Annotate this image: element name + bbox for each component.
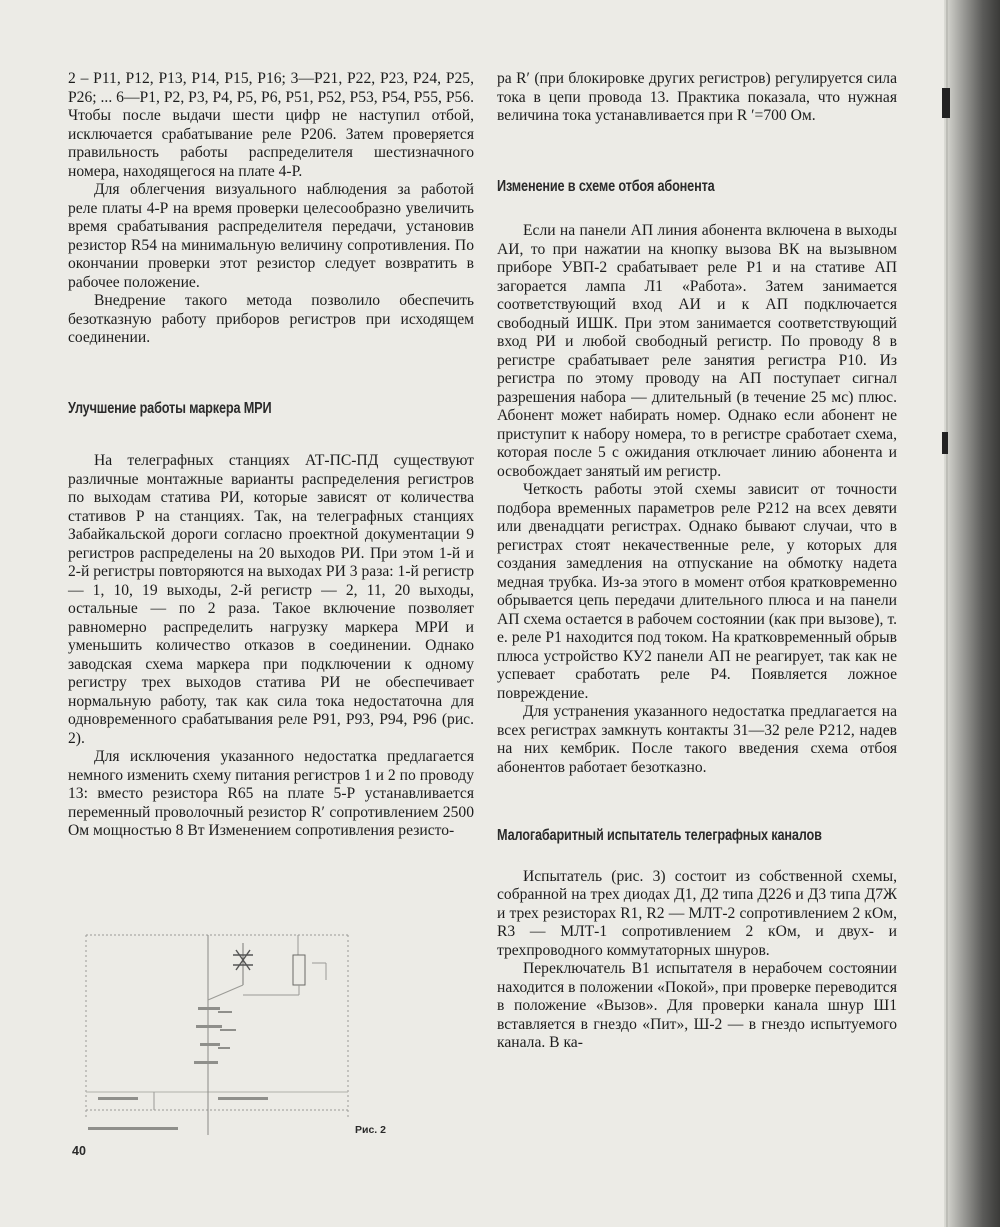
paragraph: ра R′ (при блокировке других регистров) регулируется сила тока в цепи провода 13. Практика показала, что нужная величина тока устанавливается при R ′=700 Ом. (497, 70, 897, 124)
section-heading: Улучшение работы маркера МРИ (68, 399, 272, 417)
left-column (68, 70, 474, 841)
right-column (497, 70, 897, 1053)
section-heading: Малогабаритный испытатель телеграфных каналов (497, 827, 822, 844)
page-number: 40 (72, 1144, 86, 1158)
page-edge (946, 0, 948, 1227)
figure-2-schematic (68, 925, 408, 1140)
circuit-diagram (68, 925, 408, 1140)
paragraph: На телеграфных станциях АТ-ПС-ПД существуют различные монтажные варианты распределения регистров по выходам статива РИ, которые зависят от количества стативов Р на станциях. Так, на телеграфных станциях Забайкальской дороги согласно проектной документации 9 регистров распределены на 20 выходов РИ. При этом 1-й и 2-й регистры повторяются на выходах РИ 3 раза: 1-й регистр — 1, 10, 19 выходы, 2-й регистр — 2, 11, 20 выходы, остальные — по 2 раза. Такое включение позволяет равномерно распределить нагрузку маркера МРИ и уменьшить количество отказов в соединении. Однако заводская схема маркера при подключении к одному регистру трех выходов статива РИ не обеспечивает нормальную работу, так как сила тока недостаточна для одновременного срабатывания реле Р91, Р93, Р94, Р96 (рис. 2). (68, 452, 474, 747)
paragraph: Внедрение такого метода позволило обеспечить безотказную работу приборов регистров при исходящем соединении. (68, 292, 474, 346)
paragraph: Испытатель (рис. 3) состоит из собственной схемы, собранной на трех диодах Д1, Д2 типа Д226 и Д3 типа Д7Ж и трех резисторах R1, R2 — МЛТ-2 сопротивлением 2 кОм, R3 — МЛТ-1 сопротивлением 2 кОм, и двух- и трехпроводного коммутаторных шнуров. (497, 867, 897, 959)
paragraph: 2 – Р11, Р12, Р13, Р14, Р15, Р16; 3—Р21, Р22, Р23, Р24, Р25, Р26; ... 6—Р1, Р2, Р3, Р4, Р5, Р6, Р51, Р52, Р53, Р54, Р55, Р56. Чтобы после выдачи шести цифр не наступил отбой, исключается срабатывание реле Р206. Затем проверяется правильность работы распределителя шестизначного номера, находящегося на плате 4-Р. (68, 70, 474, 180)
section-heading: Изменение в схеме отбоя абонента (497, 177, 715, 195)
paragraph: Если на панели АП линия абонента включена в выходы АИ, то при нажатии на кнопку вызова ВК на вызывном приборе УВП-2 срабатывает реле Р1 и на стативе АП загорается лампа Л1 «Работа». Затем занимается соответствующий вход АИ и к АП подключается свободный ИШК. При этом занимается соответствующий вход РИ и любой свободный регистр. По проводу 8 в регистре срабатывает реле занятия регистра Р10. Из регистра по этому проводу на АП поступает сигнал разрешения набора — длительный (в течение 25 мс) плюс. Абонент может набирать номер. Однако если абонент не приступит к набору номера, то в регистре сработает схема, которая после 5 с ожидания отключает линию абонента и освобождает занятый им регистр. (497, 222, 897, 480)
page-gutter-shadow (944, 0, 1000, 1227)
paragraph: Для исключения указанного недостатка предлагается немного изменить схему питания регистров 1 и 2 по проводу 13: вместо резистора R65 на плате 5-Р устанавливается переменный проволочный резистор R′ сопротивлением 2500 Ом мощностью 8 Вт Изменением сопротивления резисто- (68, 748, 474, 839)
paragraph: Переключатель В1 испытателя в нерабочем состоянии находится в положении «Покой», при проверке переводится в положение «Вызов». Для проверки канала шнур Ш1 вставляется в гнездо «Пит», Ш-2 — в гнездо испытуемого канала. В ка- (497, 960, 897, 1051)
next-page-edge-mark (942, 432, 948, 454)
paragraph: Для устранения указанного недостатка предлагается на всех регистрах замкнуть контакты 31—32 реле Р212, надев на них кембрик. После такого введения схема отбоя абонентов работает безотказно. (497, 703, 897, 776)
paragraph: Для облегчения визуального наблюдения за работой реле платы 4-Р на время проверки целесообразно увеличить время срабатывания распределителя передачи, установив резистор R54 на минимальную величину сопротивления. По окончании проверки этот резистор следует возвратить в рабочее положение. (68, 181, 474, 291)
next-page-edge-mark (942, 88, 950, 118)
figure-caption: Рис. 2 (355, 1124, 386, 1136)
paragraph: Четкость работы этой схемы зависит от точности подбора временных параметров реле Р212 на всех девяти или двенадцати регистрах. Однако бывают случаи, что в регистрах стоят некачественные реле, у которых для создания замедления на отпускание на обмотку надета медная трубка. Из-за этого в момент отбоя кратковременно обрывается цепь передачи длительного плюса и на панели АП схема остается в рабочем состоянии (как при вызове), т. е. реле Р1 находится под током. На кратковременный обрыв плюса устройство КУ2 панели АП не реагирует, так как не успевает сработать реле Р4. Появляется ложное повреждение. (497, 481, 897, 702)
